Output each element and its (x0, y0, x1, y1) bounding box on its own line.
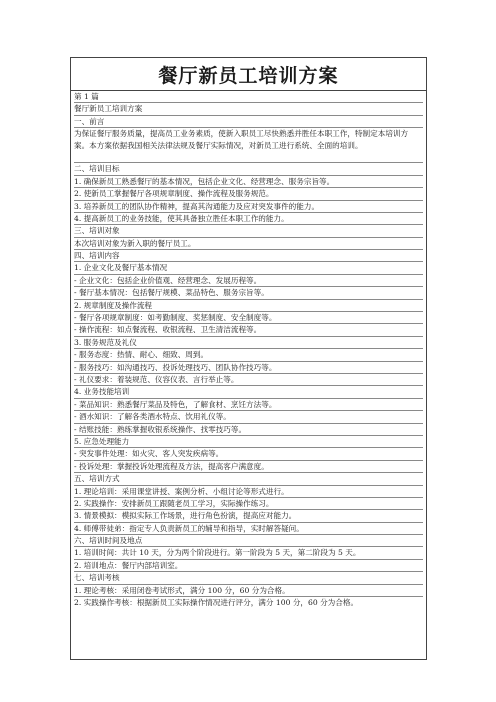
text-row: 1. 理论考核：采用闭卷考试形式，满分 100 分，60 分为合格。 (74, 585, 423, 597)
text-row: - 操作流程：如点餐流程、收银流程、卫生清洁流程等。 (74, 324, 423, 336)
text-row: 七、培训考核 (74, 572, 423, 584)
text-row: 五、培训方式 (74, 473, 423, 485)
text-row: 4. 提高新员工的业务技能，使其具备独立胜任本职工作的能力。 (74, 213, 423, 225)
text-row: 二、培训目标 (74, 163, 423, 175)
text-row: - 酒水知识：了解各类酒水特点、饮用礼仪等。 (74, 411, 423, 423)
text-row: 餐厅新员工培训方案 (74, 103, 423, 115)
text-row: - 结账技能：熟练掌握收银系统操作、找零技巧等。 (74, 424, 423, 436)
text-row: 3. 培养新员工的团队协作精神，提高其沟通能力及应对突发事件的能力。 (74, 201, 423, 213)
text-row: 2. 实践操作考核：根据新员工实际操作情况进行评分，满分 100 分，60 分为合格。 (74, 598, 359, 608)
document-body (71, 91, 426, 608)
text-row: - 企业文化：包括企业价值观、经营理念、发展历程等。 (74, 275, 423, 287)
document-table (70, 57, 427, 660)
text-row: 4. 业务技能培训 (74, 386, 423, 398)
document-title: 餐厅新员工培训方案 (158, 64, 339, 87)
text-row: 三、培训对象 (74, 225, 423, 237)
text-row: 1. 企业文化及餐厅基本情况 (74, 262, 423, 274)
text-row: - 突发事件处理：如火灾、客人突发疾病等。 (74, 448, 423, 460)
text-row: 3. 情景模拟：模拟实际工作场景，进行角色扮演，提高应对能力。 (74, 510, 423, 522)
text-row: 本次培训对象为新入职的餐厅员工。 (74, 238, 423, 250)
text-row: - 投诉处理：掌握投诉处理流程及方法，提高客户满意度。 (74, 461, 423, 473)
text-row: 1. 确保新员工熟悉餐厅的基本情况，包括企业文化、经营理念、服务宗旨等。 (74, 176, 423, 188)
text-row: 2. 培训地点：餐厅内部培训室。 (74, 560, 423, 572)
text-row: 1. 理论培训：采用课堂讲授、案例分析、小组讨论等形式进行。 (74, 486, 423, 498)
text-row: 4. 师傅带徒弟：指定专人负责新员工的辅导和指导，实时解答疑问。 (74, 523, 423, 535)
text-row: 六、培训时间及地点 (74, 535, 423, 547)
text-row: 1. 培训时间：共计 10 天，分为两个阶段进行。第一阶段为 5 天，第二阶段为 5 天。 (74, 547, 423, 559)
text-row: - 服务态度：热情、耐心、细致、周到。 (74, 349, 423, 361)
text-row: - 餐厅基本情况：包括餐厅规模、菜品特色、服务宗旨等。 (74, 287, 423, 299)
text-row: 3. 服务规范及礼仪 (74, 337, 423, 349)
text-row: 2. 实践操作：安排新员工跟随老员工学习，实际操作练习。 (74, 498, 423, 510)
text-row: - 餐厅各项规章制度：如考勤制度、奖惩制度、安全制度等。 (74, 312, 423, 324)
text-row: 2. 使新员工掌握餐厅各项规章制度、操作流程及服务规范。 (74, 188, 423, 200)
text-row: 四、培训内容 (74, 250, 423, 262)
text-row: 5. 应急处理能力 (74, 436, 423, 448)
text-row: 为保证餐厅服务质量，提高员工业务素质，使新入职员工尽快熟悉并胜任本职工作，特制定本培训方案。本方案依据我国相关法律法规及餐厅实际情况，对新员工进行系统、全面的培训。 (74, 128, 423, 163)
text-row: - 服务技巧：如沟通技巧、投诉处理技巧、团队协作技巧等。 (74, 362, 423, 374)
text-row: - 礼仪要求：着装规范、仪容仪表、言行举止等。 (74, 374, 423, 386)
text-row: 一、前言 (74, 116, 423, 128)
text-row: 2. 规章制度及操作流程 (74, 300, 423, 312)
text-row: - 菜品知识：熟悉餐厅菜品及特色，了解食材、烹饪方法等。 (74, 399, 423, 411)
text-row: 第 1 篇 (74, 91, 423, 103)
title-cell (71, 58, 426, 91)
